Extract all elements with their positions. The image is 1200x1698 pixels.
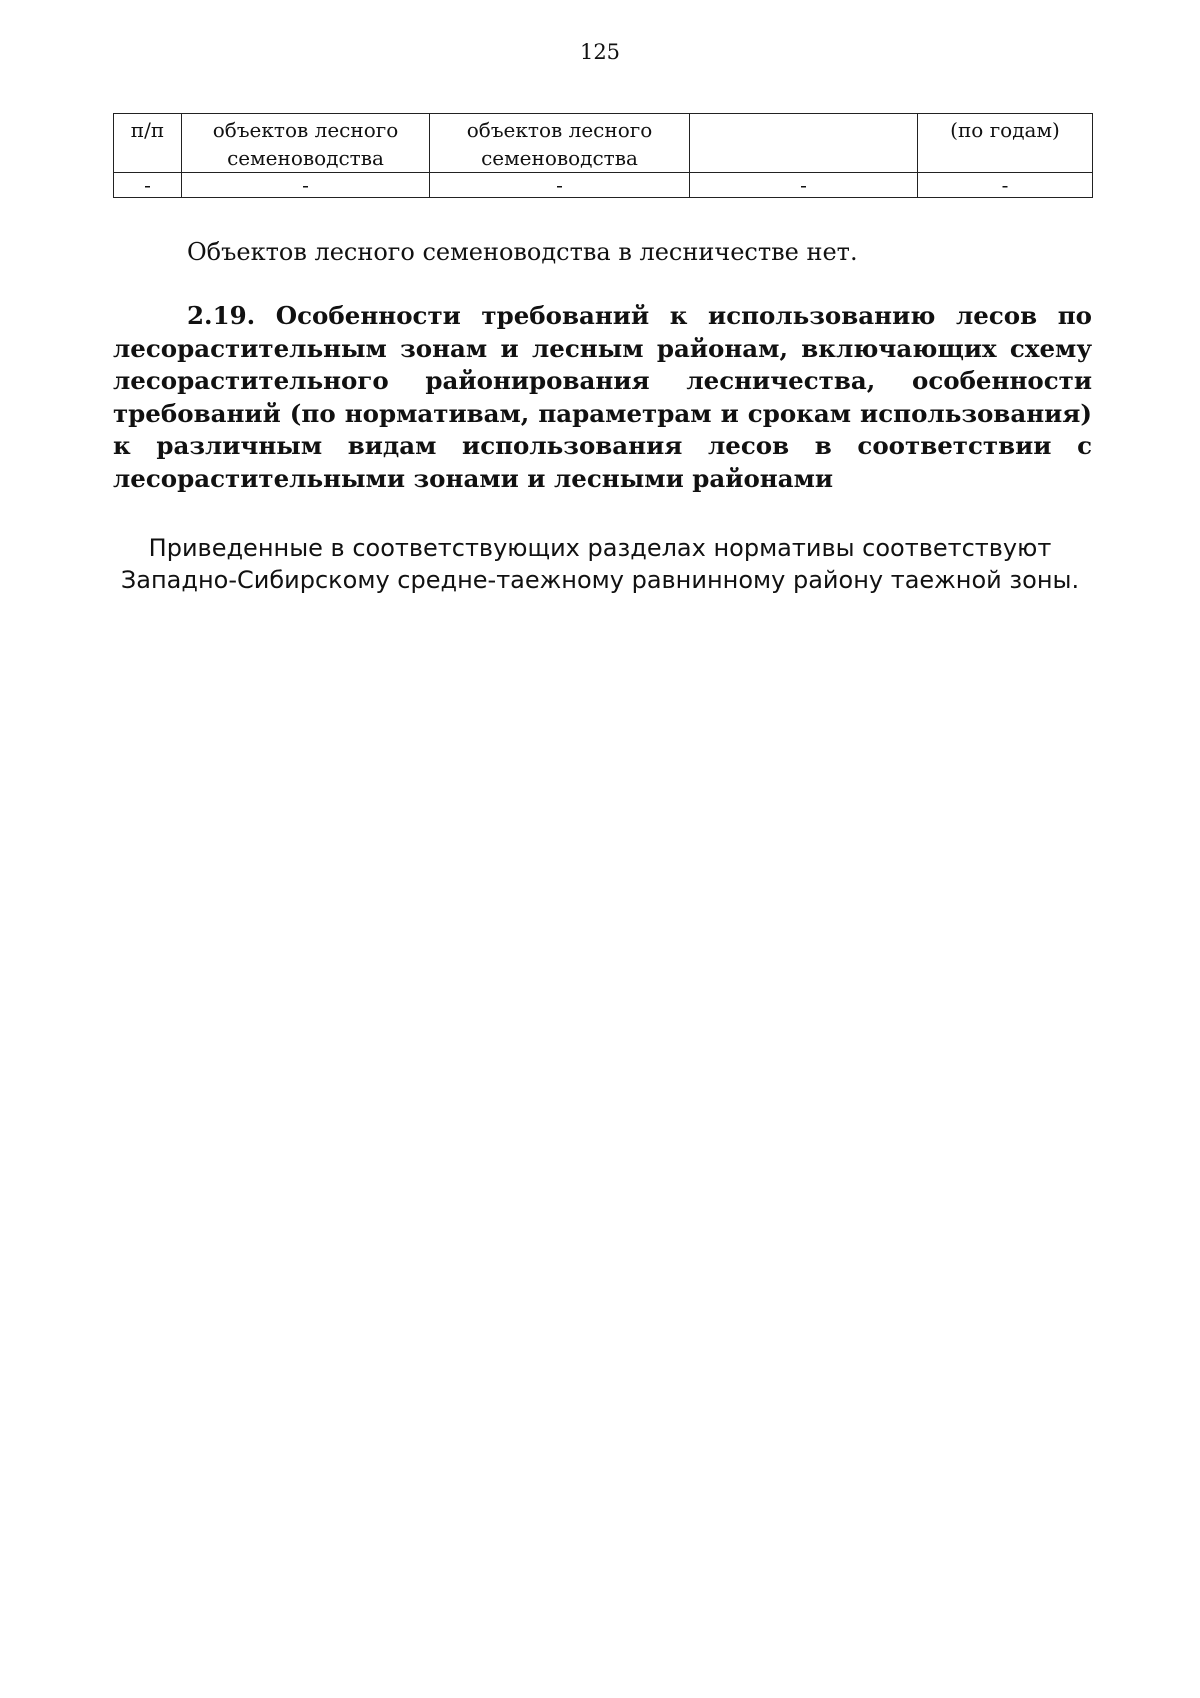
section-heading — [113, 300, 1092, 495]
table-header-row — [114, 114, 1093, 173]
table-cell: - — [182, 173, 430, 198]
table-cell: - — [430, 173, 690, 198]
table-cell: - — [918, 173, 1093, 198]
section-number: 2.19. — [187, 301, 256, 330]
body-paragraph — [0, 532, 1200, 596]
table-cell: - — [114, 173, 182, 198]
table-cell: - — [690, 173, 918, 198]
table-header-cell: объектов лесного семеноводства — [182, 114, 430, 173]
body-line: Западно-Сибирскому средне-таежному равнинному району таежной зоны. — [120, 566, 1080, 594]
page-number: 125 — [579, 40, 621, 64]
table-header-cell: п/п — [114, 114, 182, 173]
table-row — [114, 173, 1093, 198]
table-header-cell: (по годам) — [918, 114, 1093, 173]
table-header-cell — [690, 114, 918, 173]
body-line: Приведенные в соответствующих разделах нормативы соответствуют — [148, 534, 1052, 562]
seed-objects-table — [113, 113, 1093, 198]
no-seed-objects-note: Объектов лесного семеноводства в лесничестве нет. — [187, 238, 858, 266]
section-title: Особенности требований к использованию лесов по лесорастительным зонам и лесным районам, включающих схему лесорастительного районирования лесничества, особенности требований (по нормативам, параметрам и срокам использования) к различным видам использования лесов в соответствии с лесорастительными зонами и лесными районами — [113, 301, 1092, 493]
table-header-cell: объектов лесного семеноводства — [430, 114, 690, 173]
